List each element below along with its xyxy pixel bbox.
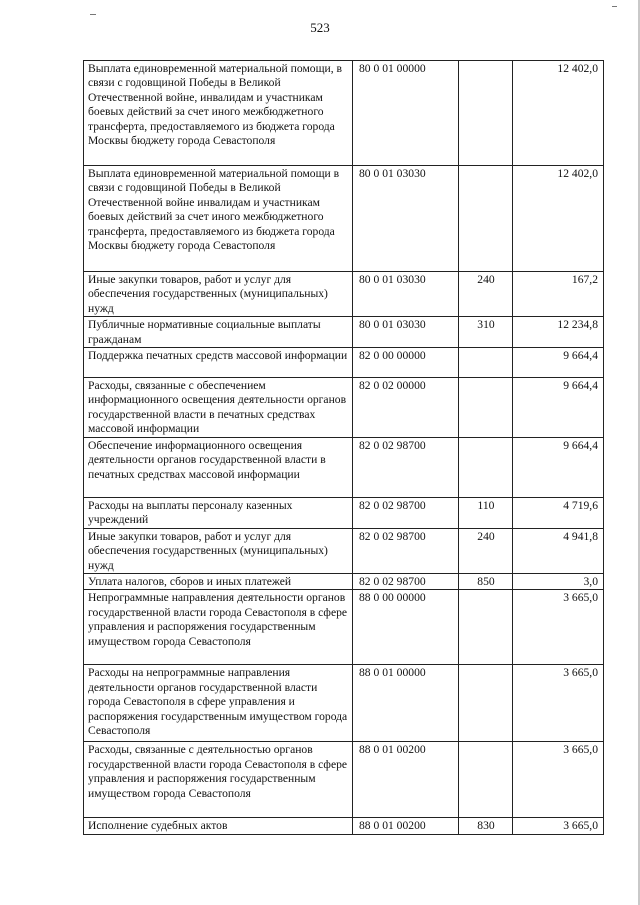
table-row xyxy=(84,818,604,834)
expense-type-cell xyxy=(459,590,513,665)
amount-cell: 167,2 xyxy=(513,272,604,317)
table-row xyxy=(84,498,604,529)
table-row xyxy=(84,590,604,665)
amount-cell: 3,0 xyxy=(513,574,604,590)
amount-cell: 3 665,0 xyxy=(513,818,604,834)
amount-cell: 3 665,0 xyxy=(513,665,604,742)
expense-name-cell: Выплата единовременной материальной помощи, в связи с годовщиной Победы в Великой Отечественной войне, инвалидам и участникам боевых действий за счет иного межбюджетного трансферта, предоставляемого из бюджета города Москвы бюджету города Севастополя xyxy=(84,61,353,166)
expense-name-cell: Расходы на выплаты персоналу казенных учреждений xyxy=(84,498,353,529)
expense-type-cell: 240 xyxy=(459,272,513,317)
target-code-cell: 80 0 01 03030 xyxy=(353,166,459,272)
expense-type-cell xyxy=(459,378,513,438)
table-row xyxy=(84,348,604,378)
target-code-cell: 82 0 02 98700 xyxy=(353,438,459,498)
target-code-cell: 82 0 02 00000 xyxy=(353,378,459,438)
expense-type-cell: 240 xyxy=(459,528,513,573)
amount-cell: 9 664,4 xyxy=(513,378,604,438)
table-body xyxy=(84,61,604,835)
expense-type-cell: 310 xyxy=(459,317,513,348)
amount-cell: 12 402,0 xyxy=(513,166,604,272)
expense-type-cell: 850 xyxy=(459,574,513,590)
table-row xyxy=(84,665,604,742)
target-code-cell: 88 0 00 00000 xyxy=(353,590,459,665)
expense-name-cell: Иные закупки товаров, работ и услуг для обеспечения государственных (муниципальных) нужд xyxy=(84,272,353,317)
expense-name-cell: Расходы, связанные с деятельностью органов государственной власти города Севастополя в сфере управления и распоряжения государственным имуществом города Севастополя xyxy=(84,742,353,818)
expense-name-cell: Расходы на непрограммные направления деятельности органов государственной власти города Севастополя в сфере управления и распоряжения государственным имуществом города Севастополя xyxy=(84,665,353,742)
expense-type-cell xyxy=(459,742,513,818)
target-code-cell: 82 0 00 00000 xyxy=(353,348,459,378)
target-code-cell: 82 0 02 98700 xyxy=(353,498,459,529)
expense-name-cell: Расходы, связанные с обеспечением информационного освещения деятельности органов государственной власти в печатных средствах массовой информации xyxy=(84,378,353,438)
amount-cell: 12 402,0 xyxy=(513,61,604,166)
expense-name-cell: Иные закупки товаров, работ и услуг для обеспечения государственных (муниципальных) нужд xyxy=(84,528,353,573)
target-code-cell: 82 0 02 98700 xyxy=(353,528,459,573)
expense-name-cell: Публичные нормативные социальные выплаты гражданам xyxy=(84,317,353,348)
expense-type-cell xyxy=(459,61,513,166)
target-code-cell: 82 0 02 98700 xyxy=(353,574,459,590)
scan-mark xyxy=(612,6,617,7)
target-code-cell: 88 0 01 00000 xyxy=(353,665,459,742)
expense-type-cell xyxy=(459,665,513,742)
expense-name-cell: Исполнение судебных актов xyxy=(84,818,353,834)
expense-type-cell xyxy=(459,438,513,498)
table-row xyxy=(84,528,604,573)
table-row xyxy=(84,742,604,818)
expense-name-cell: Обеспечение информационного освещения деятельности органов государственной власти в печатных средствах массовой информации xyxy=(84,438,353,498)
scan-mark xyxy=(90,14,96,15)
amount-cell: 9 664,4 xyxy=(513,348,604,378)
target-code-cell: 88 0 01 00200 xyxy=(353,818,459,834)
expense-name-cell: Выплата единовременной материальной помощи в связи с годовщиной Победы в Великой Отечественной войне инвалидам и участникам боевых действий за счет иного межбюджетного трансферта, предоставляемого из бюджета города Москвы бюджету города Севастополя xyxy=(84,166,353,272)
table-row xyxy=(84,378,604,438)
expense-type-cell xyxy=(459,348,513,378)
page-number: 523 xyxy=(310,20,330,35)
expense-name-cell: Поддержка печатных средств массовой информации xyxy=(84,348,353,378)
expense-name-cell: Непрограммные направления деятельности органов государственной власти города Севастополя в сфере управления и распоряжения государственным имуществом города Севастополя xyxy=(84,590,353,665)
target-code-cell: 80 0 01 03030 xyxy=(353,317,459,348)
amount-cell: 4 719,6 xyxy=(513,498,604,529)
budget-table xyxy=(83,60,604,835)
expense-name-cell: Уплата налогов, сборов и иных платежей xyxy=(84,574,353,590)
amount-cell: 3 665,0 xyxy=(513,590,604,665)
expense-type-cell: 830 xyxy=(459,818,513,834)
amount-cell: 4 941,8 xyxy=(513,528,604,573)
table-row xyxy=(84,438,604,498)
expense-type-cell: 110 xyxy=(459,498,513,529)
amount-cell: 3 665,0 xyxy=(513,742,604,818)
target-code-cell: 80 0 01 03030 xyxy=(353,272,459,317)
target-code-cell: 80 0 01 00000 xyxy=(353,61,459,166)
table-row xyxy=(84,317,604,348)
table-row xyxy=(84,166,604,272)
table-row xyxy=(84,272,604,317)
amount-cell: 12 234,8 xyxy=(513,317,604,348)
table-row xyxy=(84,61,604,166)
target-code-cell: 88 0 01 00200 xyxy=(353,742,459,818)
amount-cell: 9 664,4 xyxy=(513,438,604,498)
table-row xyxy=(84,574,604,590)
expense-type-cell xyxy=(459,166,513,272)
